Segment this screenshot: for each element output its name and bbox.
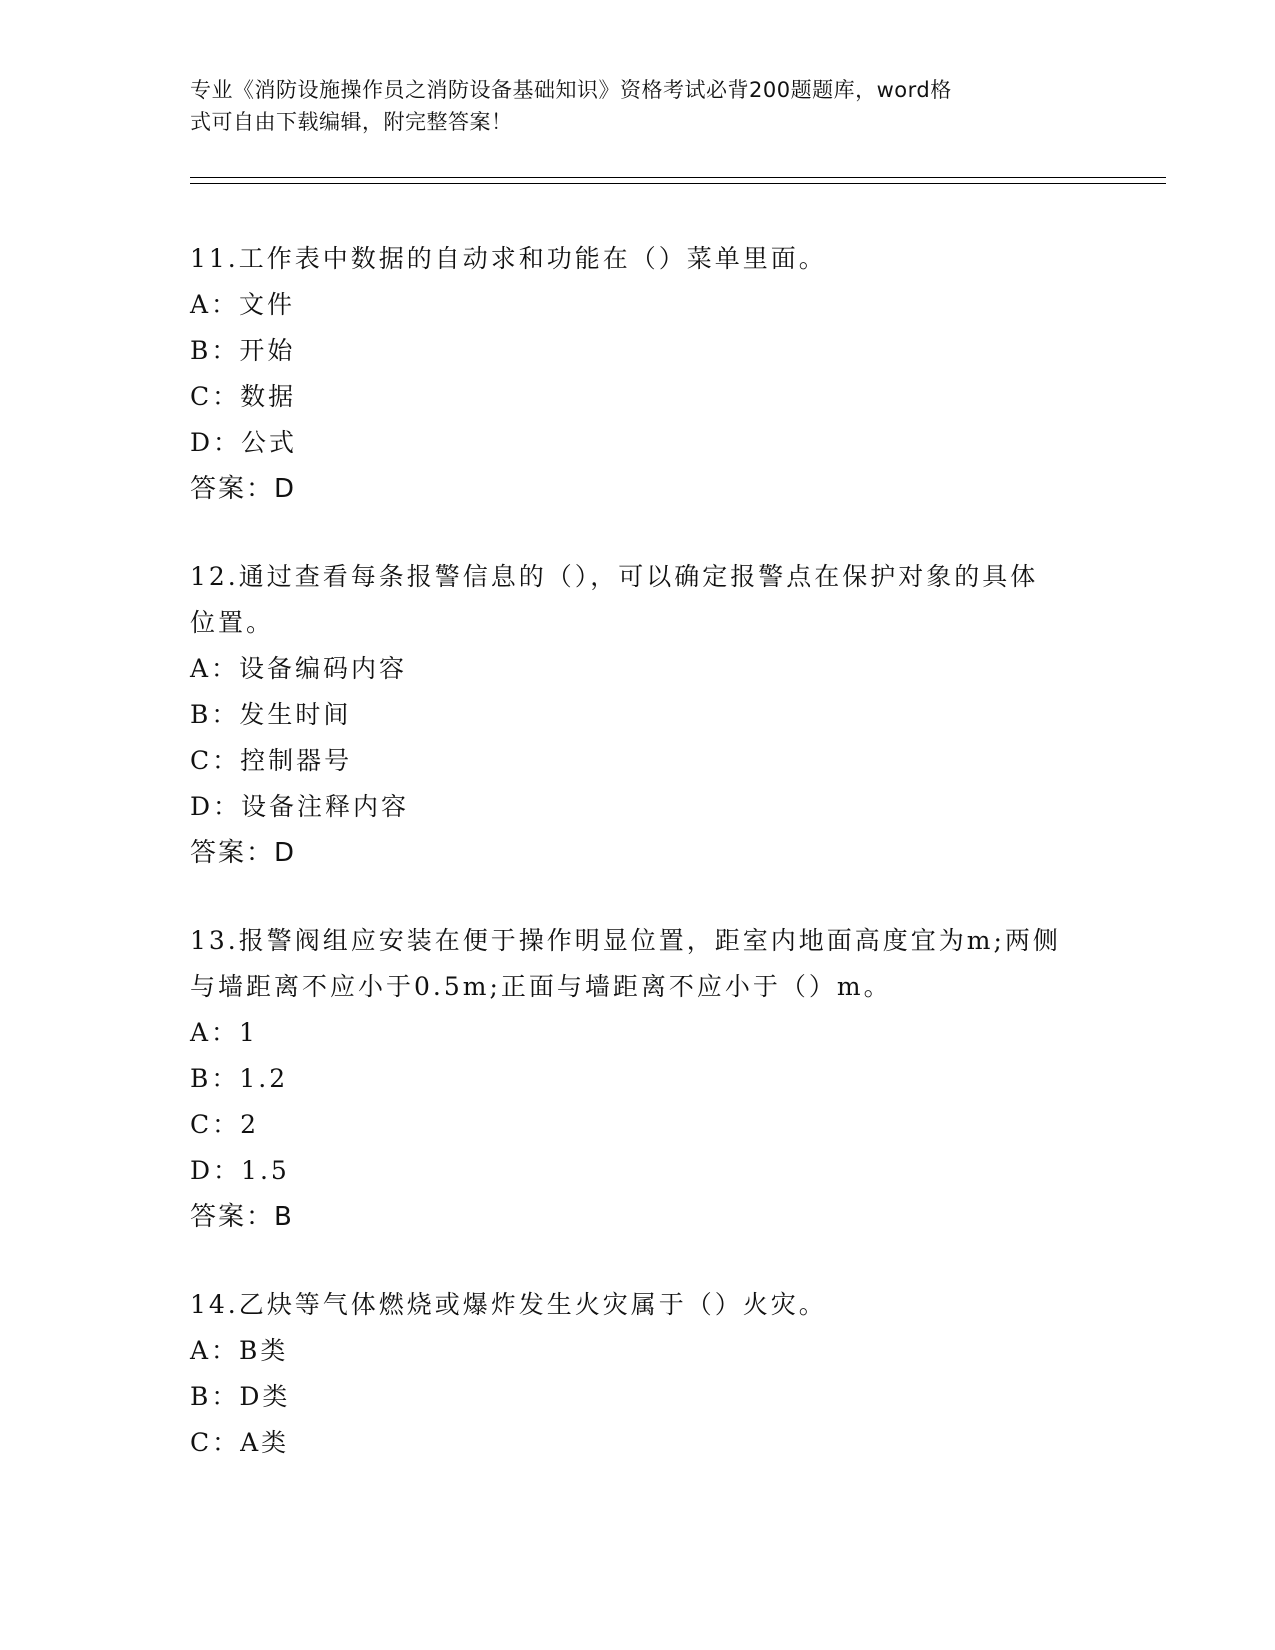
question-13 (190, 918, 1090, 1240)
option-b: B：开始 (190, 336, 296, 365)
option-d: D：公式 (190, 428, 298, 457)
answer: 答案：D (190, 474, 297, 504)
option-b: B：D类 (190, 1382, 291, 1411)
header-line-2: 式可自由下载编辑，附完整答案！ (190, 110, 513, 134)
question-text: 14.乙炔等气体燃烧或爆炸发生火灾属于（）火灾。 (190, 1290, 827, 1319)
question-list (190, 236, 1090, 1508)
option-a: A：B类 (190, 1336, 289, 1365)
option-a: A：1 (190, 1018, 258, 1047)
option-c: C：控制器号 (190, 746, 353, 775)
option-c: C：A类 (190, 1428, 290, 1457)
answer: 答案：D (190, 838, 297, 868)
option-c: C：2 (190, 1110, 260, 1139)
option-d: D：1.5 (190, 1156, 290, 1185)
header-divider-bottom (190, 183, 1166, 184)
option-a: A：设备编码内容 (190, 654, 408, 683)
question-text: 13.报警阀组应安装在便于操作明显位置，距室内地面高度宜为m;两侧 (190, 926, 1061, 955)
option-d: D：设备注释内容 (190, 792, 410, 821)
question-text-continued: 位置。 (190, 608, 275, 637)
option-b: B：发生时间 (190, 700, 352, 729)
option-a: A：文件 (190, 290, 296, 319)
answer: 答案：B (190, 1202, 294, 1232)
question-text: 12.通过查看每条报警信息的（），可以确定报警点在保护对象的具体 (190, 562, 1039, 591)
header-divider-top (190, 177, 1166, 178)
header-line-1: 专业《消防设施操作员之消防设备基础知识》资格考试必背200题题库，word格 (190, 78, 952, 102)
option-b: B：1.2 (190, 1064, 289, 1093)
option-c: C：数据 (190, 382, 297, 411)
question-12 (190, 554, 1090, 876)
question-text: 11.工作表中数据的自动求和功能在（）菜单里面。 (190, 244, 827, 273)
question-text-continued: 与墙距离不应小于0.5m;正面与墙距离不应小于（）m。 (190, 972, 892, 1001)
question-11 (190, 236, 1090, 512)
question-14 (190, 1282, 1090, 1466)
document-header (190, 74, 1090, 138)
